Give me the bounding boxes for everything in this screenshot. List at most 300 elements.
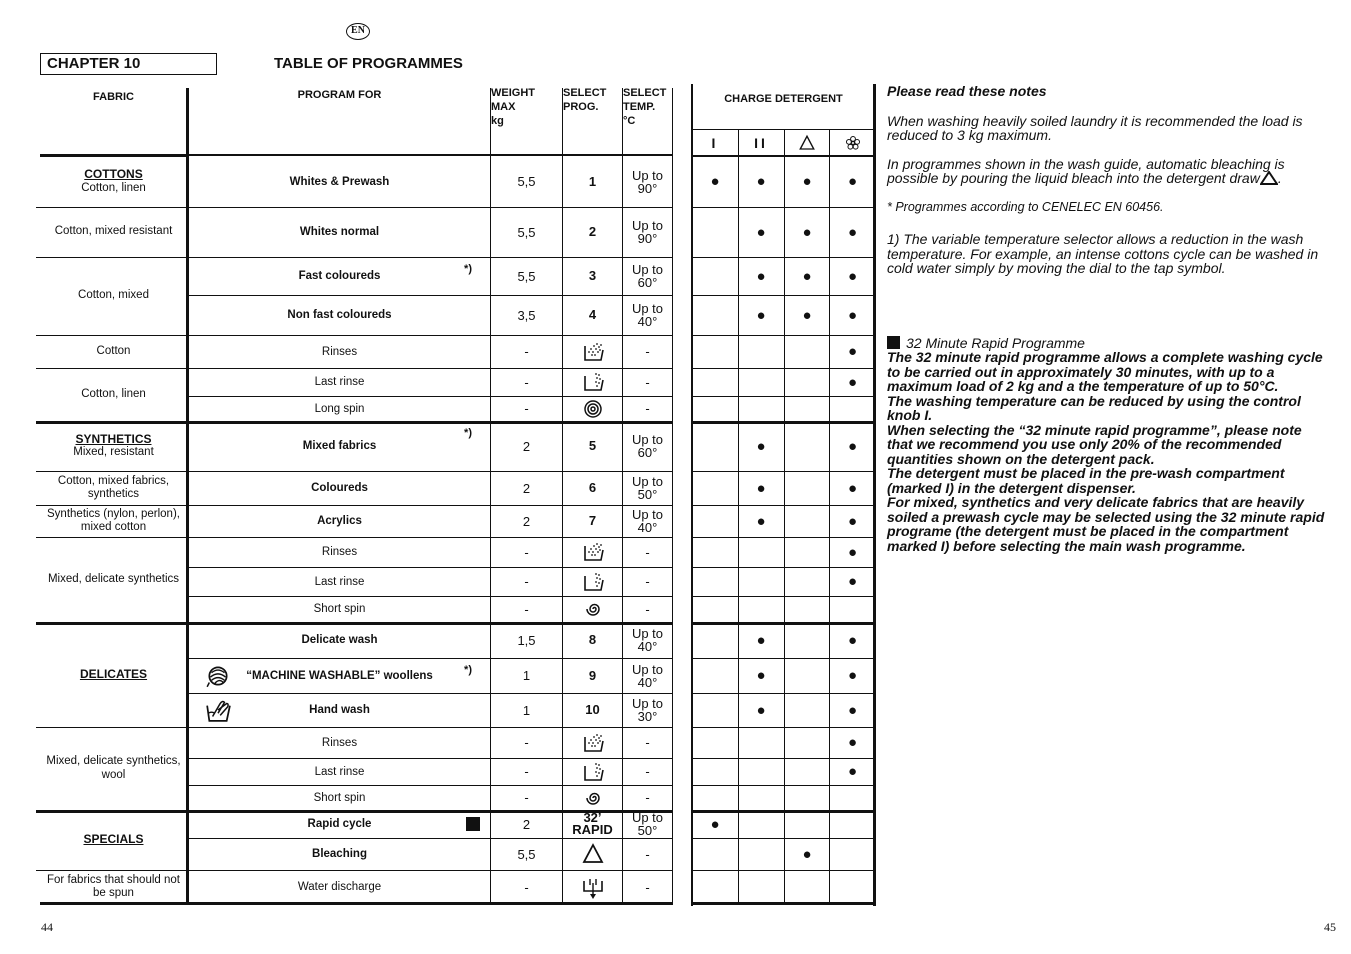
note-temperature-selector: 1) The variable temperature selector allows a reduction in the wash temperature. For example, an intense cottons cycle can be washed in cold water simply by moving the dial to the tap symbol. — [887, 231, 1319, 276]
weight-cell — [491, 596, 562, 622]
chapter-label: CHAPTER 10 — [40, 53, 217, 75]
program-cell — [189, 810, 490, 838]
program-cell — [189, 838, 490, 870]
select-prog-cell — [563, 368, 622, 396]
detergent-dot-cell — [692, 257, 738, 295]
detergent-dot-cell — [692, 622, 738, 658]
temp-value: Up to — [631, 218, 664, 233]
column-header-weight-line-1: MAX — [491, 101, 516, 113]
column-header-select-prog-line-0: SELECT — [563, 87, 607, 99]
detergent-dot-cell — [784, 810, 830, 838]
temp-value: - — [645, 544, 650, 560]
temp-value: 60° — [637, 275, 658, 290]
temp-value: 40° — [637, 674, 658, 690]
program-cell — [189, 785, 490, 810]
note-bleaching-text: In programmes shown in the wash guide, automatic bleaching is possible by pouring the liquid bleach into the detergent draw — [887, 155, 1285, 186]
program-label: Fast coloureds — [298, 270, 381, 282]
prog-number: 8 — [588, 632, 597, 647]
detergent-dot-icon: ● — [802, 267, 812, 285]
select-prog-cell — [563, 870, 622, 904]
fabric-description: Cotton, mixed resistant — [54, 225, 173, 238]
temp-value: - — [645, 601, 650, 617]
weight-value: - — [524, 879, 529, 895]
program-cell — [189, 295, 490, 335]
fabric-group-title: COTTONS — [84, 167, 143, 181]
detergent-dot-cell — [830, 421, 875, 471]
detergent-dot-cell — [738, 335, 784, 368]
detergent-dot-cell — [692, 295, 738, 335]
temp-cell — [623, 505, 672, 537]
long-spin-icon — [581, 397, 605, 421]
weight-value: 2 — [522, 816, 531, 832]
flower-softener-icon — [844, 134, 862, 152]
detergent-dot-cell — [738, 156, 784, 207]
select-prog-cell — [563, 295, 622, 335]
weight-value: - — [524, 374, 529, 390]
fabric-description: For fabrics that should not be spun — [47, 873, 180, 899]
program-label: Delicate wash — [301, 634, 378, 646]
fabric-cell — [40, 207, 187, 257]
column-header-weight — [491, 82, 562, 152]
detergent-dot-icon: ● — [847, 343, 858, 360]
detergent-dot-cell — [784, 207, 830, 257]
select-prog-cell — [563, 785, 622, 810]
fabric-cell — [40, 156, 187, 207]
detergent-dot-cell — [830, 295, 875, 335]
column-header-weight-line-0: WEIGHT — [491, 87, 535, 99]
detergent-dot-cell — [784, 785, 830, 810]
rapid-programme-title — [887, 336, 1327, 351]
prog-number: 4 — [588, 307, 597, 322]
detergent-dot-icon: ● — [756, 479, 766, 497]
detergent-dot-cell — [738, 295, 784, 335]
notes-panel — [887, 84, 1327, 553]
select-prog-cell — [563, 505, 622, 537]
temp-cell — [623, 471, 672, 505]
weight-value: - — [524, 735, 529, 750]
detergent-dot-cell — [692, 207, 738, 257]
weight-cell — [491, 505, 562, 537]
detergent-dot-cell — [784, 421, 830, 471]
prog-number: 1 — [588, 173, 597, 189]
detergent-dot-cell — [692, 727, 738, 758]
weight-cell — [491, 693, 562, 727]
detergent-dot-cell — [738, 810, 784, 838]
weight-cell — [491, 658, 562, 693]
detergent-dot-cell — [738, 658, 784, 693]
detergent-dot-cell — [738, 567, 784, 596]
detergent-dot-cell — [692, 368, 738, 396]
fabric-cell — [40, 421, 187, 471]
fabric-cell — [40, 537, 187, 622]
program-label: Last rinse — [314, 376, 365, 388]
temp-value: 50° — [637, 487, 658, 502]
program-cell — [189, 257, 490, 295]
detergent-dot-cell — [784, 396, 830, 421]
fabric-description: Mixed, resistant — [73, 446, 154, 458]
detergent-dot-cell — [784, 693, 830, 727]
temp-cell — [623, 810, 672, 838]
rapid-note-5: For mixed, synthetics and very delicate fabrics that are heavily soiled a prewash cycle may be selected using the 32 minute rapid programe (the detergent must be placed in the compartment marked I) before selecting the main wash programme. — [887, 494, 1325, 554]
weight-value: 2 — [522, 513, 531, 529]
fabric-description: Cotton, linen — [81, 181, 146, 194]
temp-cell — [623, 156, 672, 207]
last-rinse-icon — [581, 760, 605, 784]
column-header-select-temp-line-0: SELECT — [623, 87, 667, 99]
prog-number: 9 — [588, 667, 597, 683]
detergent-dot-cell — [692, 870, 738, 904]
fabric-cell — [40, 335, 187, 368]
column-header-select-temp — [623, 82, 672, 152]
program-cell — [189, 368, 490, 396]
weight-value: 1,5 — [517, 632, 536, 648]
program-label: Mixed fabrics — [302, 440, 377, 452]
note-heavy-soil: When washing heavily soiled laundry it is recommended the load is reduced to 3 kg maximum. — [887, 112, 1303, 143]
temp-value: - — [645, 574, 650, 589]
detergent-dot-icon: ● — [756, 267, 766, 285]
column-header-fabric: FABRIC — [93, 91, 134, 103]
temp-value: Up to — [631, 301, 664, 316]
detergent-dot-cell — [692, 421, 738, 471]
fabric-description: Cotton, mixed fabrics, synthetics — [57, 474, 170, 500]
program-label: Rinses — [321, 345, 358, 358]
temp-value: Up to — [631, 474, 664, 489]
detergent-dot-icon: ● — [802, 223, 812, 241]
select-prog-cell — [563, 421, 622, 471]
program-label: Whites & Prewash — [289, 175, 390, 188]
fabric-group-title: SYNTHETICS — [75, 431, 152, 446]
temp-value: 90° — [637, 231, 658, 246]
prog-number: 3 — [588, 268, 597, 283]
drain-icon — [581, 875, 605, 899]
detergent-dot-cell — [784, 505, 830, 537]
program-label: Non fast coloureds — [287, 309, 392, 321]
note-bleaching — [887, 157, 1327, 186]
program-cell — [189, 693, 490, 727]
bleach-triangle-icon — [798, 134, 816, 152]
detergent-dot-cell — [692, 156, 738, 207]
notes-title: Please read these notes — [887, 83, 1047, 99]
weight-cell — [491, 421, 562, 471]
detergent-dot-cell — [692, 567, 738, 596]
page-title: TABLE OF PROGRAMMES — [274, 55, 463, 72]
weight-cell — [491, 471, 562, 505]
detergent-dot-cell — [830, 838, 875, 870]
note-cenelec: * Programmes according to CENELEC EN 60456. — [887, 199, 1164, 214]
page-number-right: 45 — [1324, 920, 1336, 934]
temp-value: - — [645, 735, 650, 750]
detergent-dot-icon: ● — [847, 734, 858, 751]
last-rinse-icon — [581, 570, 605, 594]
temp-cell — [623, 727, 672, 758]
column-header-select-prog-line-1: PROG. — [563, 101, 599, 113]
detergent-dot-cell — [738, 471, 784, 505]
program-label: Rapid cycle — [307, 818, 372, 830]
temp-cell — [623, 693, 672, 727]
fabric-description: Mixed, delicate synthetics, wool — [46, 755, 181, 781]
fabric-cell — [40, 810, 187, 870]
detergent-dot-cell — [784, 368, 830, 396]
temp-value: - — [645, 344, 650, 359]
detergent-dot-cell — [738, 368, 784, 396]
program-label: Last rinse — [314, 765, 365, 778]
select-prog-cell — [563, 810, 622, 838]
temp-cell — [623, 257, 672, 295]
fabric-group-title: DELICATES — [79, 666, 148, 681]
detergent-dot-cell — [738, 257, 784, 295]
detergent-dot-cell — [738, 870, 784, 904]
temp-value: Up to — [631, 696, 664, 711]
detergent-dot-cell — [692, 658, 738, 693]
detergent-dot-icon: ● — [756, 306, 766, 324]
temp-cell — [623, 335, 672, 368]
detergent-dot-cell — [692, 537, 738, 567]
weight-value: - — [524, 764, 529, 779]
detergent-dot-cell — [784, 758, 830, 785]
program-cell — [189, 207, 490, 257]
select-prog-cell — [563, 537, 622, 567]
detergent-dot-cell — [738, 758, 784, 785]
detergent-dot-cell — [738, 838, 784, 870]
detergent-dot-icon: ● — [710, 173, 720, 190]
select-prog-cell — [563, 567, 622, 596]
detergent-dot-cell — [738, 207, 784, 257]
detergent-dot-cell — [830, 785, 875, 810]
select-prog-cell — [563, 838, 622, 870]
temp-cell — [623, 870, 672, 904]
detergent-dot-cell — [738, 785, 784, 810]
temp-value: 40° — [637, 314, 658, 329]
detergent-dot-cell — [830, 622, 875, 658]
program-cell — [189, 596, 490, 622]
detergent-dot-cell — [830, 505, 875, 537]
program-cell — [189, 335, 490, 368]
page-number-left: 44 — [41, 920, 53, 934]
temp-value: 40° — [637, 520, 658, 535]
select-prog-cell — [563, 257, 622, 295]
select-prog-cell — [563, 207, 622, 257]
select-prog-cell — [563, 727, 622, 758]
rapid-note-2: The washing temperature can be reduced by using the control knob I. — [887, 392, 1301, 423]
temp-cell — [623, 396, 672, 421]
temp-value: 60° — [637, 445, 658, 460]
detergent-dot-icon: ● — [847, 173, 858, 190]
footnote-marker: *) — [464, 664, 472, 676]
temp-cell — [623, 596, 672, 622]
detergent-dot-cell — [830, 596, 875, 622]
hand-wash-icon — [205, 697, 231, 723]
temp-value: - — [645, 374, 650, 390]
program-cell — [189, 727, 490, 758]
rapid-note-3: When selecting the “32 minute rapid programme”, please note that we recommend you use only 20% of the recommended quantities shown on the detergent pack. — [887, 421, 1302, 467]
program-label: Short spin — [313, 791, 366, 804]
prog-number: 7 — [588, 513, 597, 528]
detergent-dot-cell — [692, 335, 738, 368]
detergent-bottom-rule — [692, 902, 875, 905]
weight-value: 1 — [522, 668, 531, 683]
detergent-dot-cell — [692, 471, 738, 505]
program-label: Short spin — [313, 603, 366, 615]
detergent-dot-icon: ● — [847, 437, 858, 455]
detergent-dot-cell — [784, 295, 830, 335]
detergent-dot-cell — [830, 368, 875, 396]
detergent-dot-cell — [692, 810, 738, 838]
fabric-description: Synthetics (nylon, perlon), mixed cotton — [47, 507, 180, 533]
weight-value: 2 — [522, 438, 531, 454]
detergent-dot-cell — [784, 727, 830, 758]
footnote-marker: *) — [464, 263, 472, 275]
temp-value: - — [645, 846, 650, 862]
fabric-group-title: SPECIALS — [83, 832, 144, 847]
weight-cell — [491, 396, 562, 421]
detergent-dot-cell — [830, 567, 875, 596]
detergent-dot-cell — [738, 421, 784, 471]
fabric-cell — [40, 727, 187, 810]
detergent-dot-cell — [830, 207, 875, 257]
program-label: Rinses — [321, 546, 358, 558]
program-label: Whites normal — [299, 226, 380, 238]
fabric-description: Cotton, linen — [81, 387, 146, 400]
select-prog-cell — [563, 758, 622, 785]
bleach-triangle-icon — [1260, 171, 1278, 185]
temp-value: - — [645, 879, 650, 895]
detergent-dot-cell — [830, 727, 875, 758]
rapid-square-icon — [887, 336, 900, 349]
note-bleaching-end: . — [1277, 170, 1282, 186]
prog-number: 5 — [588, 438, 597, 453]
column-header-select-temp-line-2: °C — [623, 115, 636, 127]
temp-value: 50° — [637, 823, 658, 838]
weight-cell — [491, 622, 562, 658]
detergent-dot-cell — [692, 596, 738, 622]
rapid-note-4: The detergent must be placed in the pre-wash compartment (marked I) in the detergent dispenser. — [887, 465, 1285, 496]
detergent-dot-cell — [830, 758, 875, 785]
program-cell — [189, 421, 490, 471]
weight-cell — [491, 727, 562, 758]
weight-cell — [491, 785, 562, 810]
weight-cell — [491, 295, 562, 335]
detergent-dot-cell — [830, 693, 875, 727]
detergent-dot-cell — [784, 622, 830, 658]
temp-cell — [623, 421, 672, 471]
detergent-dot-icon: ● — [847, 667, 858, 684]
program-cell — [189, 658, 490, 693]
program-cell — [189, 567, 490, 596]
select-prog-cell — [563, 658, 622, 693]
detergent-dot-icon: ● — [847, 512, 858, 530]
detergent-dot-icon: ● — [756, 631, 766, 649]
fabric-cell — [40, 368, 187, 421]
program-cell — [189, 870, 490, 904]
program-label: Long spin — [314, 402, 365, 415]
detergent-dot-icon: ● — [756, 223, 766, 241]
detergent-dot-cell — [830, 471, 875, 505]
weight-value: - — [524, 401, 529, 416]
temp-value: Up to — [631, 262, 664, 277]
short-spin-icon — [581, 597, 605, 621]
program-label: Bleaching — [312, 848, 367, 860]
detergent-dot-cell — [692, 785, 738, 810]
weight-cell — [491, 257, 562, 295]
detergent-dot-icon: ● — [847, 763, 858, 780]
temp-value: Up to — [631, 661, 664, 677]
detergent-dot-icon: ● — [802, 845, 812, 863]
vrule-temp — [672, 88, 673, 904]
footnote-marker: *) — [464, 427, 472, 439]
prog-number: 32’ — [583, 810, 602, 825]
rapid-programme-title-text: 32 Minute Rapid Programme — [906, 334, 1085, 351]
temp-value: - — [645, 764, 650, 779]
fabric-description: Cotton — [96, 344, 131, 357]
temp-value: Up to — [631, 507, 664, 522]
detergent-dot-cell — [784, 335, 830, 368]
rinse-icon — [581, 340, 605, 364]
temp-cell — [623, 537, 672, 567]
detergent-dot-icon: ● — [847, 631, 858, 649]
detergent-dot-cell — [784, 537, 830, 567]
temp-value: 30° — [637, 709, 658, 724]
column-header-charge-detergent: CHARGE DETERGENT — [724, 93, 843, 105]
program-cell — [189, 505, 490, 537]
detergent-dot-cell — [830, 870, 875, 904]
column-header-weight-line-2: kg — [491, 115, 504, 127]
detergent-dot-cell — [784, 471, 830, 505]
weight-cell — [491, 838, 562, 870]
select-prog-cell — [563, 156, 622, 207]
detergent-dot-icon: ● — [847, 373, 858, 391]
detergent-dot-icon: ● — [847, 701, 858, 719]
detergent-dot-cell — [830, 810, 875, 838]
rinse-icon — [581, 540, 605, 564]
detergent-dot-icon: ● — [847, 223, 858, 241]
weight-cell — [491, 810, 562, 838]
en-language-badge: EN — [346, 23, 370, 40]
weight-value: - — [524, 790, 529, 805]
detergent-dot-cell — [784, 567, 830, 596]
select-prog-cell — [563, 596, 622, 622]
temp-cell — [623, 368, 672, 396]
rapid-square-icon — [466, 817, 480, 831]
program-label: “MACHINE WASHABLE” woollens — [246, 669, 433, 682]
detergent-dot-cell — [784, 257, 830, 295]
column-header-program: PROGRAM FOR — [297, 89, 382, 101]
detergent-dot-cell — [692, 396, 738, 421]
temp-value: 40° — [637, 639, 658, 654]
rinse-icon — [581, 731, 605, 755]
program-label: Coloureds — [311, 482, 368, 494]
detergent-dot-cell — [738, 693, 784, 727]
program-cell — [189, 758, 490, 785]
program-cell — [189, 471, 490, 505]
detergent-dot-icon: ● — [847, 573, 858, 590]
temp-cell — [623, 785, 672, 810]
detergent-dot-cell — [830, 396, 875, 421]
compartment-softener-header — [830, 130, 875, 156]
weight-value: - — [524, 344, 529, 359]
detergent-dot-icon: ● — [756, 173, 766, 190]
weight-value: 5,5 — [517, 268, 536, 284]
temp-cell — [623, 207, 672, 257]
weight-value: 5,5 — [517, 174, 536, 189]
weight-cell — [491, 758, 562, 785]
detergent-dot-cell — [784, 156, 830, 207]
program-cell — [189, 622, 490, 658]
detergent-dot-cell — [692, 838, 738, 870]
compartment-I-header: I — [711, 135, 719, 151]
compartment-bleach-header — [784, 130, 830, 156]
compartment-II-header: II — [754, 135, 768, 151]
weight-value: 1 — [522, 702, 531, 718]
